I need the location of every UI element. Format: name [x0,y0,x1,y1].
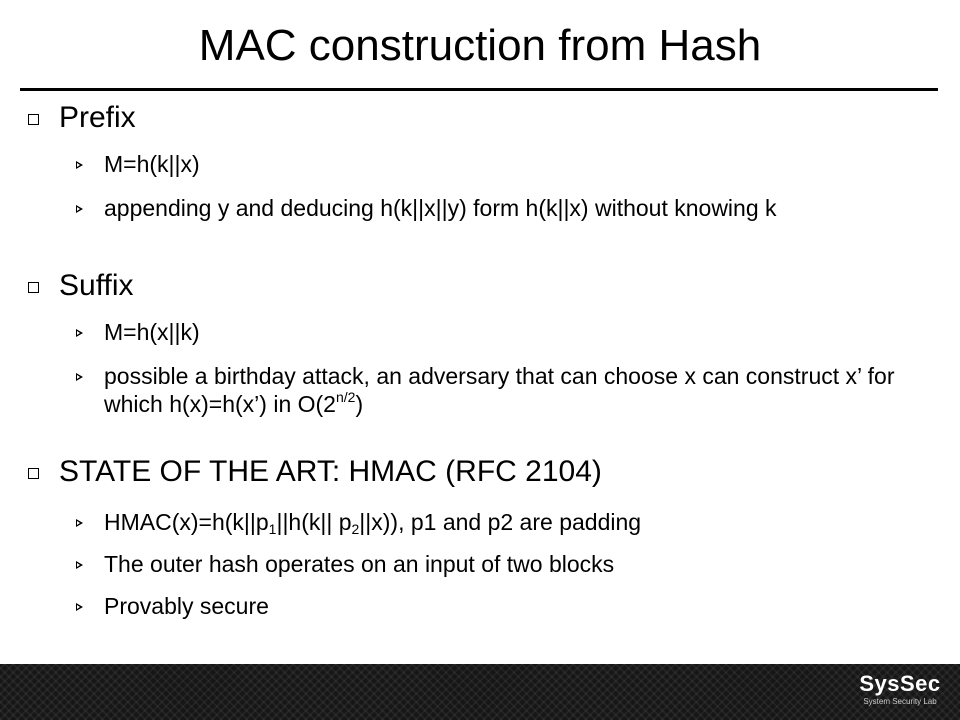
triangle-bullet-icon [76,373,83,381]
triangle-bullet-icon [76,519,83,527]
logo-tagline: System Security Lab [863,697,937,706]
section-heading-prefix [28,100,136,136]
section-heading-text: Prefix [59,101,136,134]
logo-wordmark: SysSec [859,671,941,696]
list-item-text: $HMAC(x)=h(k||p_1||h(k||$ $p_2||x$)), p1 and p2 are padding [104,509,642,537]
triangle-bullet-icon [76,205,83,213]
list-item [76,318,916,346]
square-bullet-icon [28,282,39,293]
list-item [76,194,916,222]
slide-title: MAC construction from Hash [198,21,762,70]
list-item [76,550,916,578]
list-item-text: M=h(x||k) [104,319,200,345]
triangle-bullet-icon [76,603,83,611]
list-item [76,150,916,178]
syssec-logo [854,672,946,712]
list-item [76,592,916,620]
footer-bar [0,664,960,720]
section-heading-state-of-the-art [28,454,602,490]
list-item [76,508,916,536]
list-item-text: appending y and deducing h(k||x||y) form h(k||x) without knowing k [104,195,777,221]
section-heading-text: STATE OF THE ART: HMAC (RFC 2104) [59,455,602,488]
list-item [76,362,916,418]
list-item-text: Provably secure [104,593,269,619]
list-item-text: M=h(k||x) [104,151,200,177]
triangle-bullet-icon [76,161,83,169]
square-bullet-icon [28,114,39,125]
square-bullet-icon [28,468,39,479]
list-item-text: The outer hash operates on an input of two blocks [104,551,615,577]
triangle-bullet-icon [76,329,83,337]
triangle-bullet-icon [76,561,83,569]
section-heading-text: Suffix [59,269,134,302]
section-heading-suffix [28,268,134,304]
list-item-text: possible a birthday attack, an adversary that can choose x can construct x’ for which h(x)=h(x’) in $O(2^{n/2})$ [104,363,895,417]
